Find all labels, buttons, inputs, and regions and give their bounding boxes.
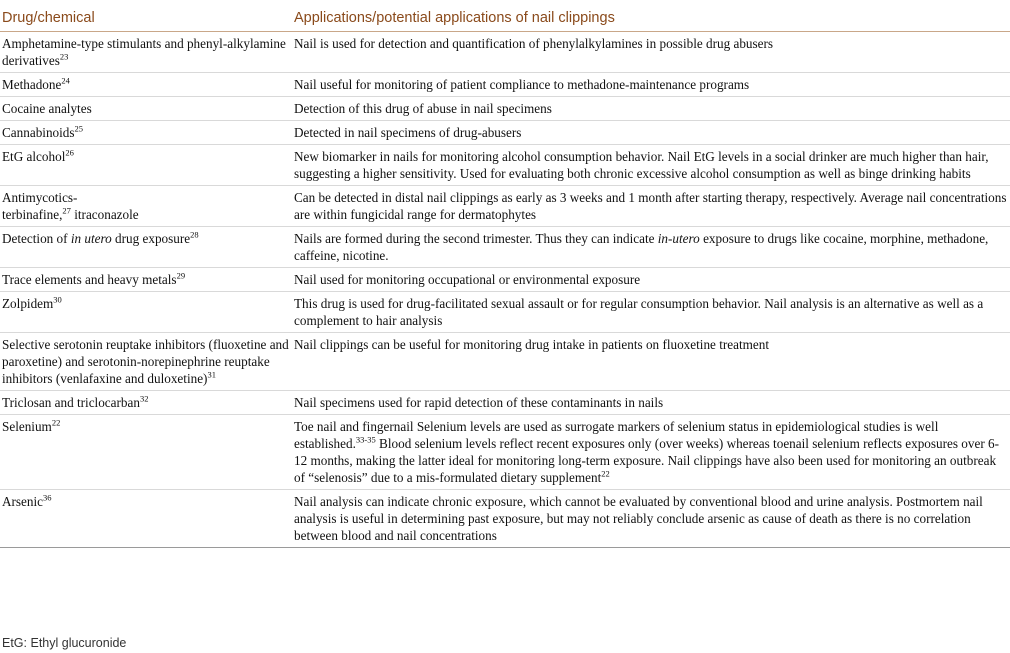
table-row: [0, 121, 1010, 145]
drug-cell: [0, 227, 290, 268]
cell-text: Detection of: [2, 231, 71, 246]
cell-text: Amphetamine-type stimulants and phenyl-alkylamine derivatives: [2, 36, 286, 68]
drug-cell: [0, 145, 290, 186]
header-drug-chemical: Drug/chemical: [0, 4, 290, 32]
cell-text: Toe nail and fingernail Selenium levels are used as surrogate markers of selenium status in epidemiological studies is well established.: [294, 419, 939, 451]
table-row: [0, 292, 1010, 333]
application-cell: [290, 97, 1010, 121]
table-row: [0, 415, 1010, 490]
reference-superscript: 29: [176, 270, 186, 281]
cell-text: Cocaine analytes: [2, 101, 92, 116]
application-cell: [290, 32, 1010, 73]
cell-text: Can be detected in distal nail clippings as early as 3 weeks and 1 month after starting therapy, respectively. Average nail concentrations are within fungicidal range for dermatophytes: [294, 190, 1007, 222]
cell-text: Trace elements and heavy metals: [2, 272, 177, 287]
table-body: [0, 32, 1010, 548]
drug-cell: [0, 490, 290, 548]
cell-text: Antimycotics-: [2, 190, 78, 205]
cell-text: Nail clippings can be useful for monitoring drug intake in patients on fluoxetine treatment: [294, 337, 769, 352]
cell-text: Nail analysis can indicate chronic exposure, which cannot be evaluated by conventional blood and urine analysis. Postmortem nail analysis is useful in determining past exposure, but may not reliably conclude arsenic as cause of death as there is no correlation between blood and nail concentrations: [294, 494, 983, 543]
cell-text: New biomarker in nails for monitoring alcohol consumption behavior. Nail EtG levels in a social drinker are much higher than hair, suggesting a higher sensitivity. Used for evaluating both chronic excessive alcohol consumption as well as binge drinking habits: [294, 149, 989, 181]
cell-text: Detected in nail specimens of drug-abusers: [294, 125, 522, 140]
nail-applications-table: [0, 4, 1010, 548]
drug-cell: [0, 73, 290, 97]
drug-cell: [0, 391, 290, 415]
cell-text: Detection of this drug of abuse in nail specimens: [294, 101, 552, 116]
application-cell: [290, 73, 1010, 97]
drug-cell: [0, 268, 290, 292]
cell-text: This drug is used for drug-facilitated sexual assault or for regular consumption behavior. Nail analysis is an alternative as well as a complement to hair analysis: [294, 296, 984, 328]
application-cell: [290, 391, 1010, 415]
table-row: [0, 145, 1010, 186]
table-footnote: EtG: Ethyl glucuronide: [2, 636, 127, 650]
cell-text: Selective serotonin reuptake inhibitors (fluoxetine and paroxetine) and serotonin-norepinephrine reuptake inhibitors (venlafaxine and duloxetine): [2, 337, 289, 386]
reference-superscript: 32: [139, 393, 149, 404]
table-row: [0, 391, 1010, 415]
application-cell: [290, 333, 1010, 391]
reference-superscript: 26: [65, 147, 74, 158]
cell-text: EtG alcohol: [2, 149, 66, 164]
drug-cell: [0, 121, 290, 145]
reference-superscript: 27: [62, 205, 71, 216]
application-cell: [290, 292, 1010, 333]
reference-superscript: 33-35: [355, 434, 376, 445]
cell-text: Nail used for monitoring occupational or environmental exposure: [294, 272, 641, 287]
cell-text: Zolpidem: [2, 296, 54, 311]
drug-cell: [0, 415, 290, 490]
table-row: [0, 268, 1010, 292]
reference-superscript: 25: [74, 123, 84, 134]
italic-text: in-utero: [657, 231, 700, 246]
header-applications: Applications/potential applications of nail clippings: [290, 4, 1010, 32]
reference-superscript: 22: [51, 417, 61, 428]
reference-superscript: 28: [190, 229, 199, 240]
cell-text: exposure to drugs like cocaine, morphine, methadone, caffeine, nicotine.: [294, 231, 989, 263]
reference-superscript: 30: [53, 294, 62, 305]
table-row: [0, 73, 1010, 97]
reference-superscript: 24: [61, 75, 70, 86]
cell-text: Nail is used for detection and quantification of phenylalkylamines in possible drug abusers: [294, 36, 774, 51]
reference-superscript: 31: [207, 369, 216, 380]
cell-text: terbinafine,: [2, 207, 63, 222]
reference-superscript: 22: [601, 468, 610, 479]
cell-text: itraconazole: [70, 207, 139, 222]
application-cell: [290, 145, 1010, 186]
table-row: [0, 490, 1010, 548]
drug-cell: [0, 292, 290, 333]
drug-cell: [0, 97, 290, 121]
application-cell: [290, 227, 1010, 268]
cell-text: Blood selenium levels reflect recent exposures only (over weeks) whereas toenail selenium reflects exposures over 6-12 months, making the latter ideal for monitoring long-term exposure. Nail clippings have also been used for monitoring an outbreak of “selenosis” due to a mis-formulated dietary supplement: [294, 436, 1000, 485]
cell-text: Arsenic: [2, 494, 44, 509]
table-row: [0, 32, 1010, 73]
table-row: [0, 227, 1010, 268]
cell-text: Nail useful for monitoring of patient compliance to methadone-maintenance programs: [294, 77, 750, 92]
reference-superscript: 23: [59, 51, 69, 62]
table-row: [0, 333, 1010, 391]
application-cell: [290, 186, 1010, 227]
application-cell: [290, 121, 1010, 145]
cell-text: Cannabinoids: [2, 125, 75, 140]
cell-text: drug exposure: [111, 231, 191, 246]
drug-cell: [0, 333, 290, 391]
application-cell: [290, 415, 1010, 490]
drug-cell: [0, 32, 290, 73]
application-cell: [290, 268, 1010, 292]
cell-text: Selenium: [2, 419, 52, 434]
table-row: [0, 186, 1010, 227]
drug-cell: [0, 186, 290, 227]
application-cell: [290, 490, 1010, 548]
table-header-row: [0, 4, 1010, 32]
table-row: [0, 97, 1010, 121]
italic-text: in utero: [70, 231, 112, 246]
cell-text: Nail specimens used for rapid detection of these contaminants in nails: [294, 395, 664, 410]
reference-superscript: 36: [43, 492, 52, 503]
cell-text: Nails are formed during the second trimester. Thus they can indicate: [294, 231, 658, 246]
cell-text: Triclosan and triclocarban: [2, 395, 140, 410]
cell-text: Methadone: [2, 77, 62, 92]
